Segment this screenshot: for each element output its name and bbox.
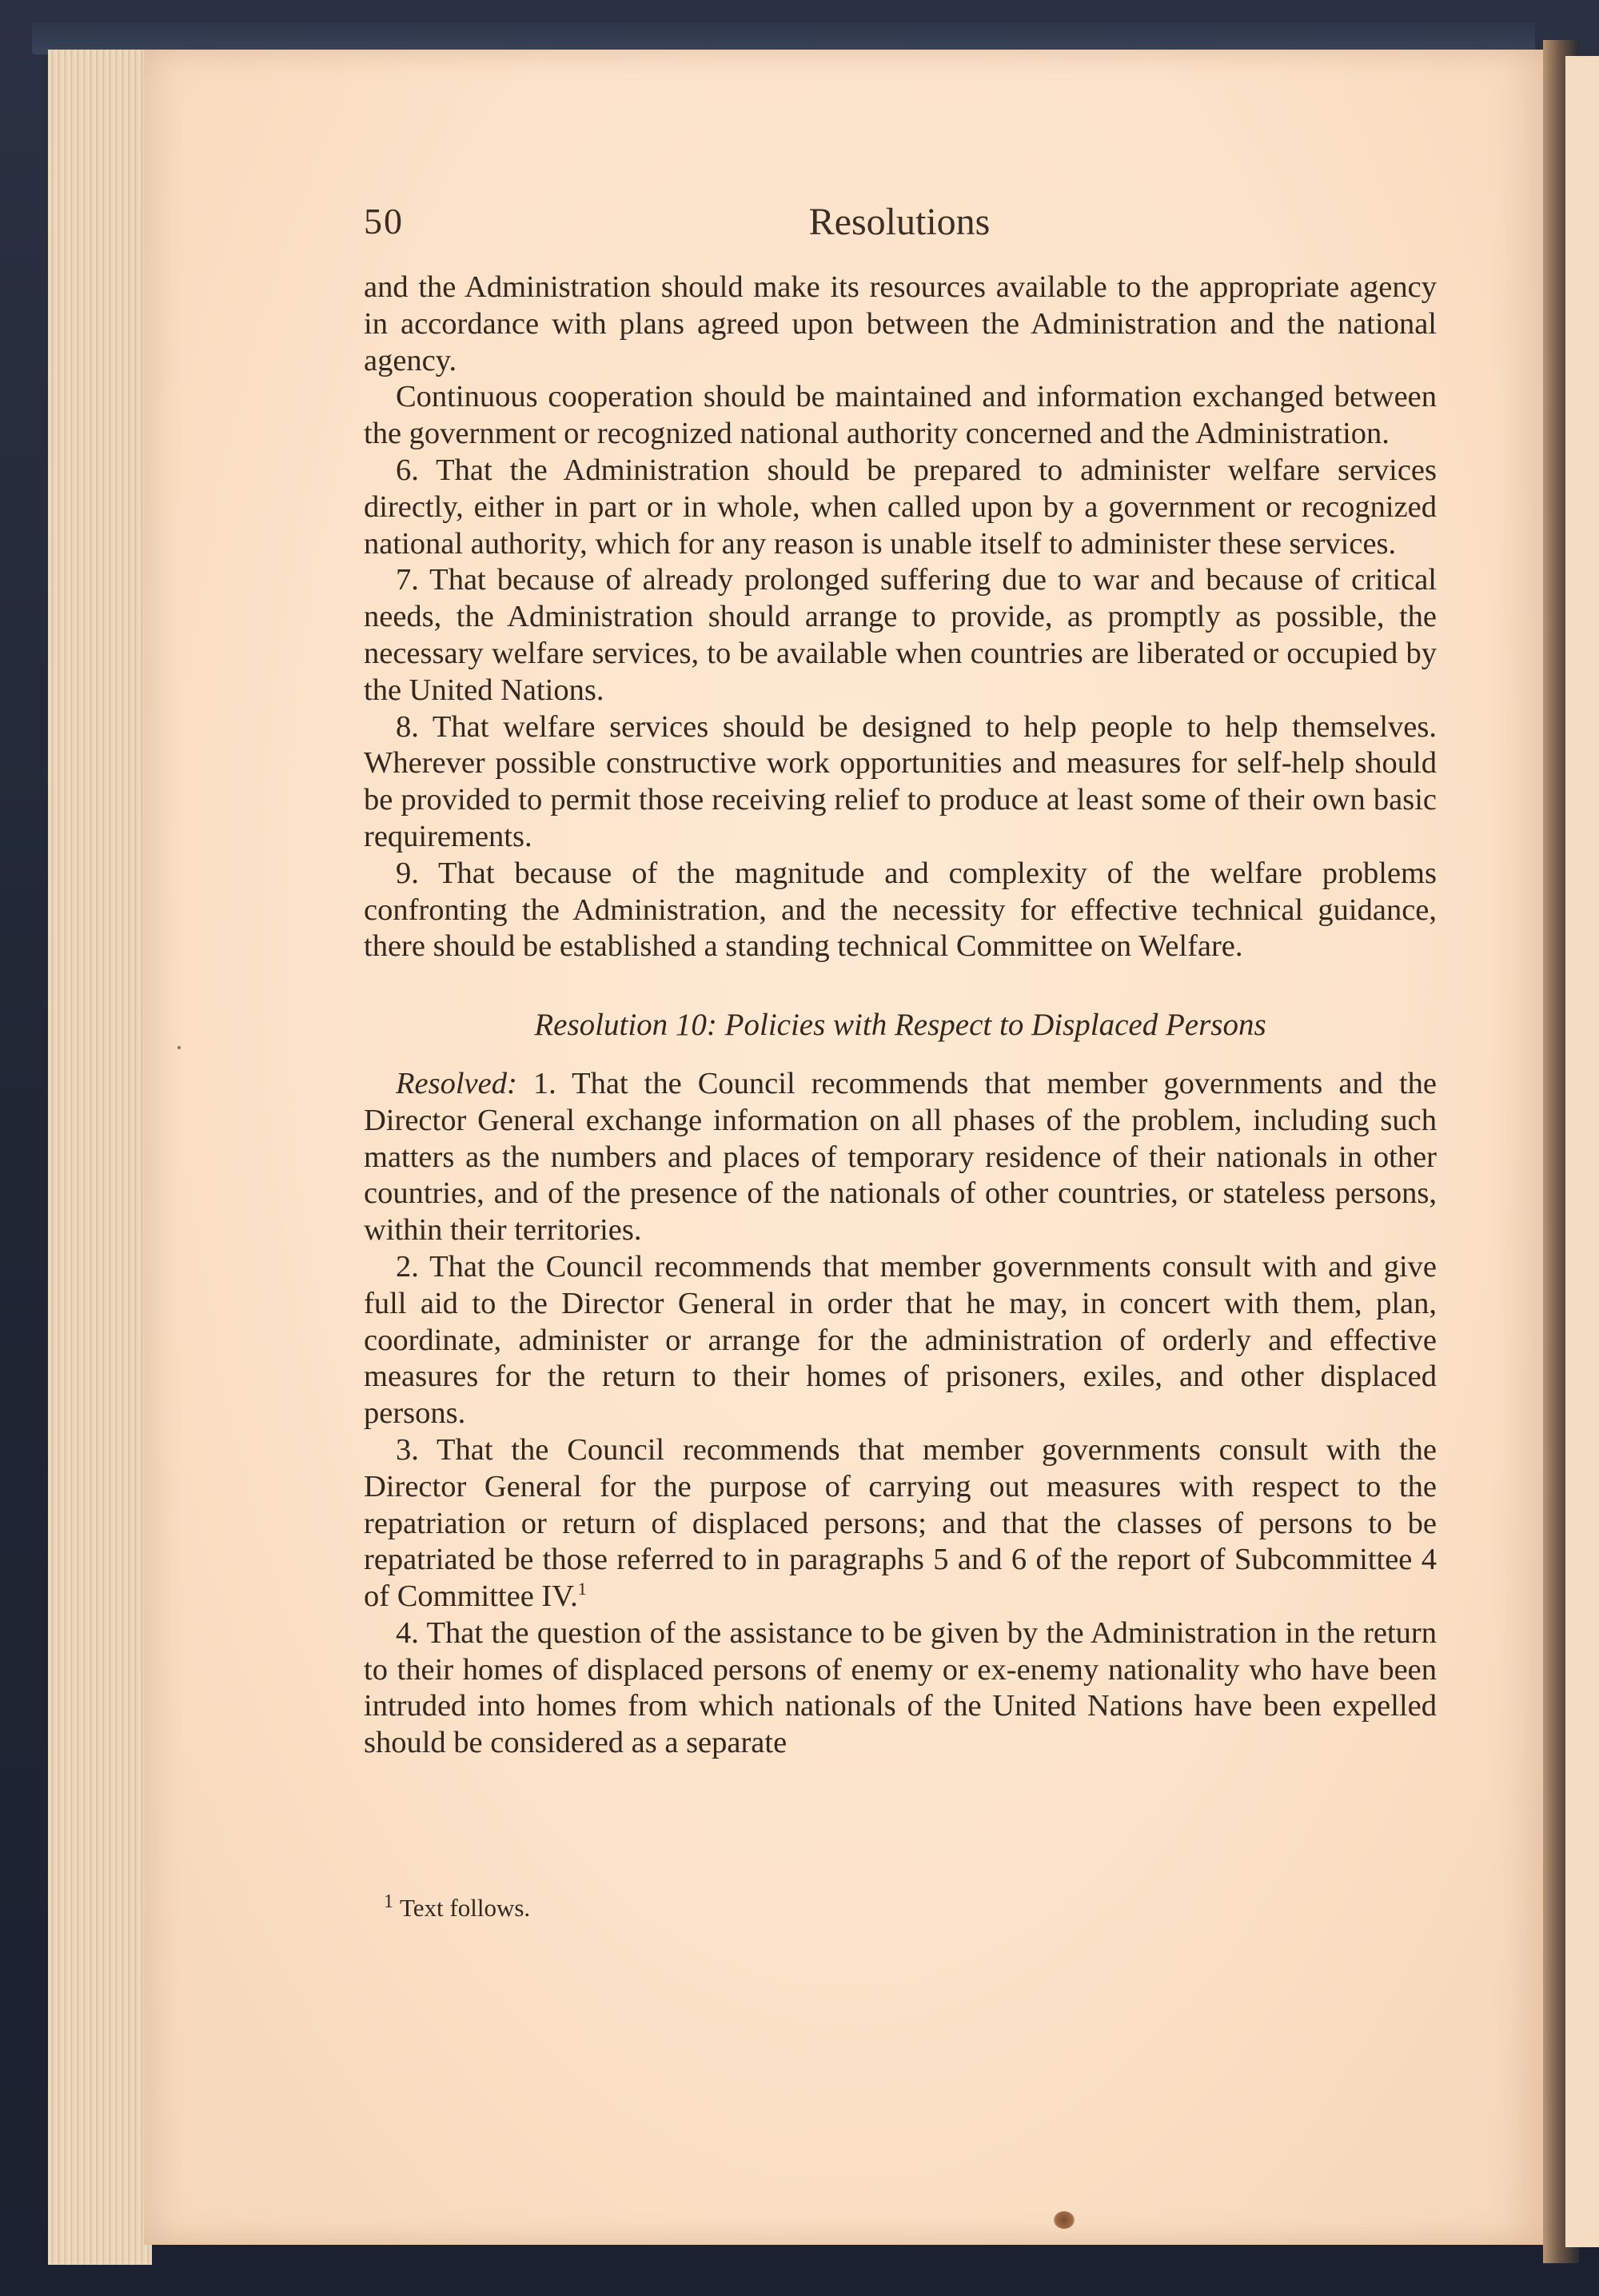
- page-edges: [48, 50, 152, 2265]
- resolution-paragraph-3: [364, 1432, 1437, 1615]
- resolution-paragraph-1: [364, 1066, 1437, 1249]
- paper-speck: [177, 1046, 181, 1049]
- paragraph-item-6: 6. That the Administration should be prepared to administer welfare services directly, either in part or in whole, when called upon by a government or recognized national authority, which for any reason is unable itself to administer these services.: [364, 453, 1437, 561]
- paragraph: and the Administration should make its resources available to the appropriate agency in accordance with plans agreed upon between the Administration and the national agency.: [364, 270, 1437, 377]
- facing-page-edge: [1565, 56, 1599, 2247]
- footnote-reference: 1: [577, 1579, 587, 1599]
- paragraph-item-8: 8. That welfare services should be designed to help people to help themselves. Wherever possible constructive work opportunities and measures for self-help should be provided to permit those receiving relief to produce at least some of their own basic requirements.: [364, 709, 1437, 853]
- page-body: [364, 270, 1437, 1762]
- paragraph-item-7: 7. That because of already prolonged suffering due to war and because of critical needs, the Administration should arrange to provide, as promptly as possible, the necessary welfare services, to be available when countries are liberated or occupied by the United Nations.: [364, 563, 1437, 707]
- resolution-heading: Resolution 10: Policies with Respect to Displaced Persons: [534, 1008, 1266, 1043]
- running-title: Resolutions: [808, 201, 991, 243]
- paragraph-item-9: 9. That because of the magnitude and complexity of the welfare problems confronting the Administration, and the necessity for effective technical guidance, there should be established a standing technical Committee on Welfare.: [364, 856, 1437, 964]
- footnote-text: Text follows.: [400, 1894, 531, 1922]
- resolution-paragraph-1-text: 1. That the Council recommends that member governments and the Director General exchange information on all phases of the problem, including such matters as the numbers and places of temporary residence of their nationals in other countries, and of the presence of the nationals of other countries, or stateless persons, within their territories.: [364, 1066, 1437, 1248]
- running-head: [364, 200, 1435, 256]
- paper-stain: [1054, 2211, 1075, 2229]
- resolution-paragraph-2: 2. That the Council recommends that member governments consult with and give full aid to the Director General in order that he may, in concert with them, plan, coordinate, administer or arrange for the administration of orderly and effective measures for the return to their homes of prisoners, exiles, and other displaced persons.: [364, 1249, 1437, 1431]
- footnote: [384, 1891, 1103, 1923]
- paragraph: Continuous cooperation should be maintained and information exchanged between the government or recognized national authority concerned and the Administration.: [364, 380, 1437, 451]
- footnote-mark: 1: [384, 1891, 393, 1912]
- resolved-label: Resolved:: [396, 1066, 517, 1100]
- page-number: 50: [364, 201, 404, 242]
- resolution-paragraph-3-text: 3. That the Council recommends that member governments consult with the Director General for the purpose of carrying out measures with respect to the repatriation or return of displaced persons; and that the classes of persons to be repatriated be those referred to in paragraphs 5 and 6 of the report of Subcommittee 4 of Committee IV.: [364, 1432, 1437, 1614]
- resolution-paragraph-4: 4. That the question of the assistance to be given by the Administration in the return to their homes of displaced persons of enemy or ex-enemy nationality who have been intruded into homes from which nationals of the United Nations have been expelled should be considered as a separate: [364, 1615, 1437, 1760]
